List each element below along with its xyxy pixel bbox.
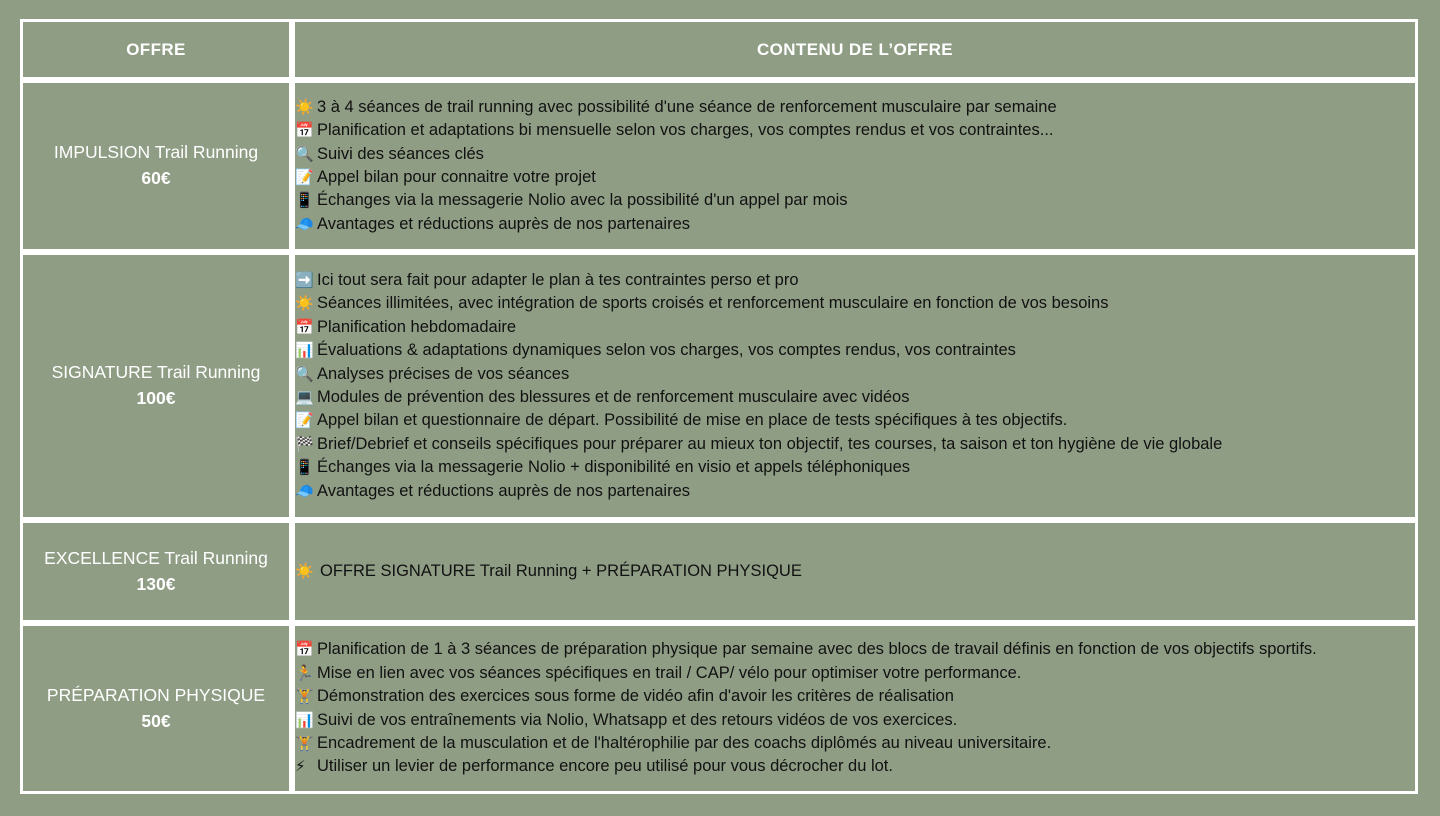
mobile-phone-icon: 📱 bbox=[295, 191, 314, 210]
content-cell-signature bbox=[292, 252, 1418, 520]
feature-text: OFFRE SIGNATURE Trail Running + PRÉPARATION PHYSIQUE bbox=[320, 561, 802, 580]
feature-item bbox=[295, 316, 1415, 339]
offer-price: 50€ bbox=[141, 710, 171, 731]
sun-icon: ☀️ bbox=[295, 294, 314, 313]
feature-list-preparation bbox=[295, 638, 1415, 778]
offer-row-signature bbox=[20, 252, 1418, 520]
offer-row-preparation bbox=[20, 623, 1418, 794]
offer-price: 60€ bbox=[141, 168, 171, 188]
feature-text: Planification hebdomadaire bbox=[317, 317, 517, 336]
sun-icon: ☀️ bbox=[295, 561, 314, 580]
offer-cell-excellence bbox=[20, 520, 292, 623]
table-head bbox=[20, 19, 1418, 80]
cap-icon: 🧢 bbox=[295, 214, 314, 233]
feature-item bbox=[295, 363, 1415, 386]
chequered-flag-icon: 🏁 bbox=[295, 434, 314, 453]
mobile-phone-icon: 📱 bbox=[295, 458, 314, 477]
feature-item bbox=[295, 409, 1415, 432]
feature-item bbox=[295, 292, 1415, 315]
feature-text: Avantages et réductions auprès de nos partenaires bbox=[317, 481, 691, 500]
feature-text: Échanges via la messagerie Nolio avec la possibilité d'un appel par mois bbox=[317, 191, 848, 210]
feature-text: Brief/Debrief et conseils spécifiques pour préparer au mieux ton objectif, tes courses, ta saison et ton hygiène de vie globale bbox=[317, 434, 1223, 453]
offer-cell-signature bbox=[20, 252, 292, 520]
feature-text: Suivi des séances clés bbox=[317, 144, 484, 163]
offer-cell-preparation bbox=[20, 623, 292, 794]
weightlifter-icon: 🏋️ bbox=[295, 687, 314, 706]
feature-item bbox=[295, 143, 1415, 166]
feature-text: Analyses précises de vos séances bbox=[317, 364, 570, 383]
feature-text: Avantages et réductions auprès de nos partenaires bbox=[317, 214, 691, 233]
magnifier-icon: 🔍 bbox=[295, 364, 314, 383]
offer-name: PRÉPARATION PHYSIQUE bbox=[46, 684, 266, 705]
offer-row-impulsion bbox=[20, 80, 1418, 252]
feature-text: Modules de prévention des blessures et de renforcement musculaire avec vidéos bbox=[317, 388, 910, 406]
feature-text: Planification de 1 à 3 séances de préparation physique par semaine avec des blocs de travail définis en fonction de vos objectifs sportifs. bbox=[317, 640, 1317, 659]
table-body bbox=[20, 80, 1418, 794]
feature-text: Échanges via la messagerie Nolio + disponibilité en visio et appels téléphoniques bbox=[317, 458, 910, 477]
offer-name: EXCELLENCE Trail Running bbox=[44, 547, 268, 568]
feature-item bbox=[295, 560, 1415, 583]
feature-item bbox=[295, 386, 1415, 409]
offer-price: 100€ bbox=[136, 388, 176, 408]
offers-table-container bbox=[20, 19, 1418, 797]
feature-item bbox=[295, 638, 1415, 661]
memo-icon: 📝 bbox=[295, 168, 314, 186]
feature-item bbox=[295, 96, 1415, 119]
calendar-icon: 📅 bbox=[295, 121, 314, 140]
content-cell-impulsion bbox=[292, 80, 1418, 252]
feature-text: 3 à 4 séances de trail running avec possibilité d'une séance de renforcement musculaire par semaine bbox=[317, 97, 1057, 116]
feature-text: Suivi de vos entraînements via Nolio, Whatsapp et des retours vidéos de vos exercices. bbox=[317, 710, 958, 729]
feature-item bbox=[295, 732, 1415, 755]
content-cell-excellence bbox=[292, 520, 1418, 623]
column-header-offre: OFFRE bbox=[20, 19, 292, 80]
feature-item bbox=[295, 269, 1415, 292]
feature-text: Appel bilan et questionnaire de départ. Possibilité de mise en place de tests spécifiques à tes objectifs. bbox=[317, 411, 1068, 430]
cap-icon: 🧢 bbox=[295, 481, 314, 500]
memo-icon: 📝 bbox=[295, 411, 314, 430]
feature-text: Encadrement de la musculation et de l'haltérophilie par des coachs diplômés au niveau universitaire. bbox=[317, 733, 1052, 752]
feature-item bbox=[295, 662, 1415, 685]
feature-item bbox=[295, 166, 1415, 189]
offer-price: 130€ bbox=[136, 573, 176, 594]
sun-icon: ☀️ bbox=[295, 97, 314, 116]
feature-item bbox=[295, 213, 1415, 236]
feature-item bbox=[295, 480, 1415, 503]
laptop-icon: 💻 bbox=[295, 388, 314, 406]
feature-item bbox=[295, 433, 1415, 456]
feature-list-signature bbox=[295, 269, 1415, 503]
feature-text: Mise en lien avec vos séances spécifiques en trail / CAP/ vélo pour optimiser votre performance. bbox=[317, 663, 1022, 682]
feature-text: Ici tout sera fait pour adapter le plan à tes contraintes perso et pro bbox=[317, 270, 799, 289]
calendar-icon: 📅 bbox=[295, 640, 314, 659]
magnifier-icon: 🔍 bbox=[295, 144, 314, 163]
offer-cell-impulsion bbox=[20, 80, 292, 252]
feature-item bbox=[295, 755, 1415, 778]
calendar-icon: 📅 bbox=[295, 317, 314, 336]
feature-list-impulsion bbox=[295, 96, 1415, 236]
bar-chart-icon: 📊 bbox=[295, 710, 314, 729]
feature-list-excellence bbox=[295, 560, 1415, 583]
feature-item bbox=[295, 456, 1415, 479]
runner-icon: 🏃 bbox=[295, 663, 314, 682]
feature-item bbox=[295, 119, 1415, 142]
feature-item bbox=[295, 685, 1415, 708]
offer-row-excellence bbox=[20, 520, 1418, 623]
column-header-contenu: CONTENU DE L’OFFRE bbox=[292, 19, 1418, 80]
offer-name: IMPULSION Trail Running bbox=[53, 142, 259, 163]
offer-name: SIGNATURE Trail Running bbox=[51, 362, 261, 383]
feature-item bbox=[295, 709, 1415, 732]
feature-item bbox=[295, 339, 1415, 362]
content-cell-preparation bbox=[292, 623, 1418, 794]
feature-text: Démonstration des exercices sous forme de vidéo afin d'avoir les critères de réalisation bbox=[317, 687, 954, 706]
weightlifter-icon: 🏋️ bbox=[295, 733, 314, 752]
feature-item bbox=[295, 189, 1415, 212]
feature-text: Appel bilan pour connaitre votre projet bbox=[317, 168, 596, 186]
header-row bbox=[20, 19, 1418, 80]
offers-table bbox=[20, 19, 1418, 794]
feature-text: Utiliser un levier de performance encore peu utilisé pour vous décrocher du lot. bbox=[317, 757, 893, 776]
feature-text: Séances illimitées, avec intégration de sports croisés et renforcement musculaire en fonction de vos besoins bbox=[317, 294, 1109, 313]
right-arrow-icon: ➡️ bbox=[295, 270, 314, 289]
feature-text: Évaluations & adaptations dynamiques selon vos charges, vos comptes rendus, vos contraintes bbox=[317, 341, 1016, 360]
feature-text: Planification et adaptations bi mensuelle selon vos charges, vos comptes rendus et vos contraintes... bbox=[317, 121, 1054, 140]
bar-chart-icon: 📊 bbox=[295, 341, 314, 360]
lightning-icon: ⚡ bbox=[295, 757, 306, 776]
